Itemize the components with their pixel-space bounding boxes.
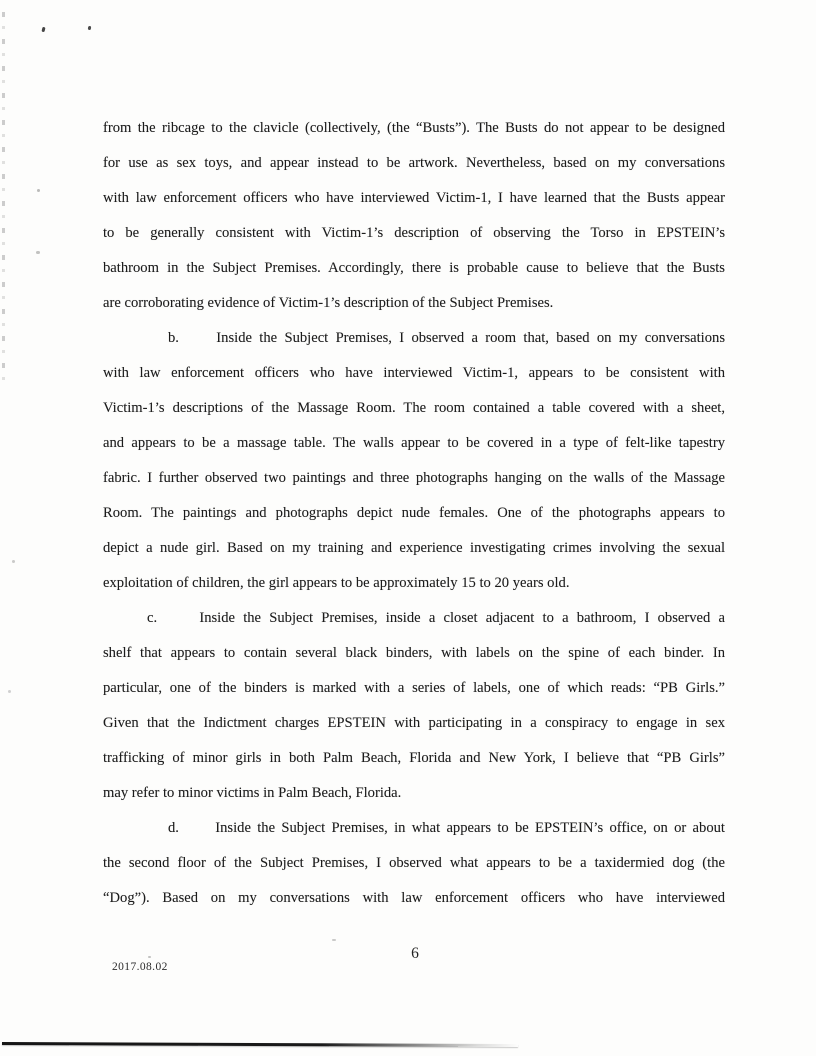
scan-speck [88,26,92,30]
scan-speck [12,560,15,563]
text-line [103,601,725,636]
paragraph-c [103,601,725,811]
text-line: exploitation of children, the girl appears to be approximately 15 to 20 years old. [103,575,570,591]
text-line: Given that the Indictment charges EPSTEIN with participating in a conspiracy to engage in sex [103,715,725,731]
paragraph-label: d. [168,820,179,836]
text-run: Inside the Subject Premises, in what appears to be EPSTEIN’s office, on or about [215,820,725,836]
scan-speck [37,189,40,192]
text-line: particular, one of the binders is marked with a series of labels, one of which reads: “PB Girls.” [103,680,725,696]
text-line: with law enforcement officers who have interviewed Victim-1, I have learned that the Busts appear [103,190,725,206]
date-stamp: 2017.08.02 [112,961,168,973]
text-line: the second floor of the Subject Premises, I observed what appears to be a taxidermied dog (the [103,855,725,871]
scan-line-artifact [2,1042,518,1047]
text-line: fabric. I further observed two paintings and three photographs hanging on the walls of the Massage [103,470,725,486]
text-line: Room. The paintings and photographs depict nude females. One of the photographs appears to [103,505,725,521]
affidavit-text-block [103,111,725,916]
text-line [103,321,725,356]
text-line: Victim-1’s descriptions of the Massage Room. The room contained a table covered with a sheet, [103,400,725,416]
text-line: and appears to be a massage table. The walls appear to be covered in a type of felt-like tapestry [103,435,725,451]
paragraph-continuation [103,111,725,321]
scan-speck [36,251,40,254]
text-line: “Dog”). Based on my conversations with law enforcement officers who have interviewed [103,890,725,906]
text-line: depict a nude girl. Based on my training and experience investigating crimes involving the sexual [103,540,725,556]
paragraph-b [103,321,725,601]
text-line: for use as sex toys, and appear instead to be artwork. Nevertheless, based on my conversations [103,155,725,171]
page-number: 6 [411,945,419,962]
text-line: with law enforcement officers who have interviewed Victim-1, appears to be consistent with [103,365,725,381]
text-line: from the ribcage to the clavicle (collectively, (the “Busts”). The Busts do not appear to be designed [103,120,725,136]
scan-speck [41,27,45,33]
text-line: may refer to minor victims in Palm Beach, Florida. [103,785,402,801]
text-line: trafficking of minor girls in both Palm Beach, Florida and New York, I believe that “PB Girls” [103,750,725,766]
text-run: Inside the Subject Premises, inside a closet adjacent to a bathroom, I observed a [199,610,725,626]
text-line: bathroom in the Subject Premises. Accordingly, there is probable cause to believe that the Busts [103,260,725,276]
text-run: Inside the Subject Premises, I observed a room that, based on my conversations [216,330,725,346]
text-line: to be generally consistent with Victim-1’s description of observing the Torso in EPSTEIN’s [103,225,725,241]
scan-speck [8,690,11,693]
text-line: shelf that appears to contain several black binders, with labels on the spine of each binder. In [103,645,725,661]
text-line: are corroborating evidence of Victim-1’s description of the Subject Premises. [103,295,554,311]
paragraph-d [103,811,725,916]
text-line [103,811,725,846]
scan-speck [332,939,336,941]
scan-edge-artifact [2,12,5,390]
paragraph-label: b. [168,330,179,346]
paragraph-label: c. [147,610,158,626]
